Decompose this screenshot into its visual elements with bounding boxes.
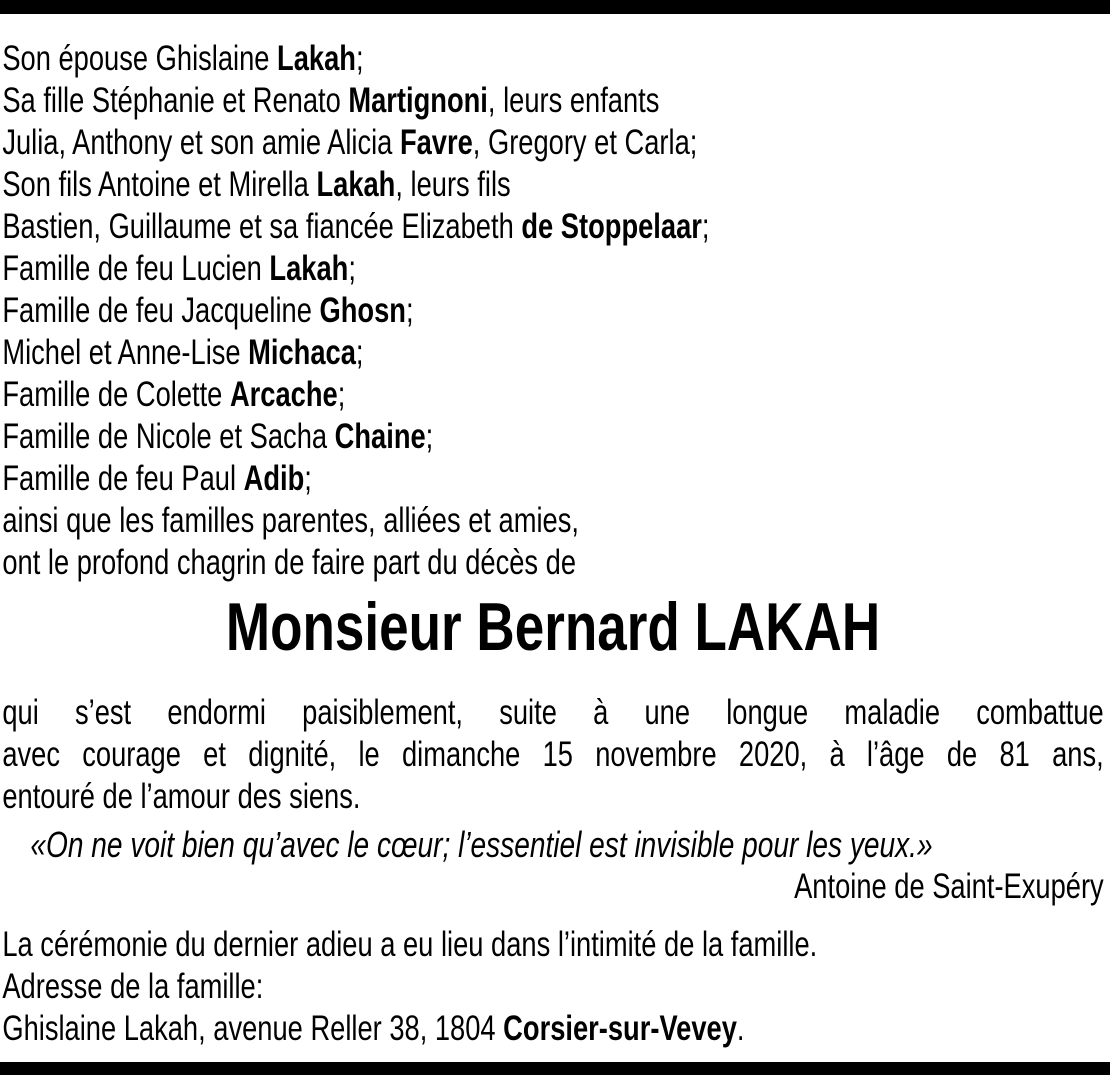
text-segment: Famille de Colette xyxy=(2,375,230,414)
text-line xyxy=(2,290,1103,332)
surname-bold: Arcache xyxy=(229,375,338,414)
text-line xyxy=(2,924,1103,966)
surname-bold: Chaine xyxy=(334,417,426,456)
death-paragraph xyxy=(2,692,1103,818)
text-line xyxy=(2,542,1103,584)
text-segment: ; xyxy=(405,291,414,330)
surname-bold: Martignoni xyxy=(348,81,488,120)
text-segment: Famille de Nicole et Sacha xyxy=(2,417,335,456)
text-line xyxy=(2,734,1103,776)
quote-attribution: Antoine de Saint-Exupéry xyxy=(794,867,1104,906)
surname-bold: Lakah xyxy=(269,249,349,288)
text-segment: ; xyxy=(355,39,364,78)
text-segment: Adresse de la famille: xyxy=(2,967,264,1006)
text-segment: ; xyxy=(355,333,364,372)
surname-bold: Adib xyxy=(243,459,305,498)
surname-bold: Michaca xyxy=(248,333,356,372)
text-line xyxy=(2,206,1103,248)
text-segment: , leurs enfants xyxy=(487,81,660,120)
text-segment: Michel et Anne-Lise xyxy=(2,333,249,372)
text-segment: Sa fille Stéphanie et Renato xyxy=(2,81,349,120)
text-segment: Ghislaine Lakah, avenue Reller 38, 1804 xyxy=(2,1009,504,1048)
text-segment: La cérémonie du dernier adieu a eu lieu dans l’intimité de la famille. xyxy=(2,925,818,964)
text-segment: , leurs fils xyxy=(395,165,511,204)
text-segment: qui s’est endormi paisiblement, suite à une longue maladie combattue xyxy=(2,693,1104,732)
memorial-quote: «On ne voit bien qu’avec le cœur; l’essentiel est invisible pour les yeux.» xyxy=(30,824,933,865)
text-segment: ; xyxy=(348,249,356,288)
top-rule-divider xyxy=(0,0,1110,14)
surname-bold: Lakah xyxy=(277,39,356,78)
text-line xyxy=(2,458,1103,500)
text-line xyxy=(2,374,1103,416)
text-line xyxy=(2,248,1103,290)
text-segment: ; xyxy=(701,207,710,246)
text-segment: Famille de feu Paul xyxy=(2,459,244,498)
text-segment: Famille de feu Jacqueline xyxy=(2,291,320,330)
text-segment: avec courage et dignité, le dimanche 15 novembre 2020, à l’âge de 81 ans, xyxy=(2,735,1104,774)
text-segment: Bastien, Guillaume et sa fiancée Elizabeth xyxy=(2,207,522,246)
text-segment: ; xyxy=(304,459,312,498)
text-line xyxy=(2,38,1103,80)
text-segment: ainsi que les familles parentes, alliées et amies, xyxy=(2,501,579,540)
surname-bold: Corsier-sur-Vevey xyxy=(503,1009,737,1048)
text-line xyxy=(2,332,1103,374)
family-list xyxy=(2,38,1103,584)
text-segment: Son épouse Ghislaine xyxy=(2,39,278,78)
surname-bold: Ghosn xyxy=(319,291,406,330)
text-line xyxy=(2,416,1103,458)
text-line xyxy=(2,776,1103,818)
text-segment: ont le profond chagrin de faire part du décès de xyxy=(2,543,577,582)
text-line xyxy=(2,692,1103,734)
deceased-name-title: Monsieur Bernard LAKAH xyxy=(225,589,881,665)
text-segment: entouré de l’amour des siens. xyxy=(2,777,361,816)
text-line xyxy=(2,164,1103,206)
surname-bold: Lakah xyxy=(316,165,396,204)
bottom-rule-divider xyxy=(0,1062,1110,1075)
surname-bold: de Stoppelaar xyxy=(521,207,702,246)
text-segment: , Gregory et Carla; xyxy=(472,123,698,162)
ceremony-info xyxy=(2,924,1103,1050)
obituary-content xyxy=(0,14,1110,1050)
text-line xyxy=(2,80,1103,122)
text-line xyxy=(2,966,1103,1008)
text-segment: Son fils Antoine et Mirella xyxy=(2,165,317,204)
text-line xyxy=(2,122,1103,164)
surname-bold: Favre xyxy=(399,123,473,162)
text-segment: Famille de feu Lucien xyxy=(2,249,270,288)
text-segment: Julia, Anthony et son amie Alicia xyxy=(2,123,400,162)
text-segment: ; xyxy=(425,417,434,456)
text-segment: . xyxy=(736,1009,745,1048)
text-line xyxy=(2,1008,1103,1050)
text-line xyxy=(2,500,1103,542)
text-segment: ; xyxy=(337,375,346,414)
